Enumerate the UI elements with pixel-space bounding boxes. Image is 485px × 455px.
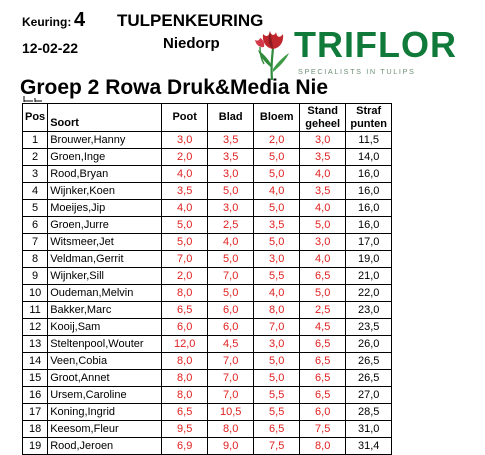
- cell-stand-geheel: 6,5: [300, 336, 346, 353]
- group-title: Groep 2 Rowa Druk&Media Nie: [20, 76, 329, 99]
- cell-stand-geheel: 6,5: [300, 268, 346, 285]
- table-row: [23, 353, 392, 370]
- cell-soort: Kooij,Sam: [48, 319, 162, 336]
- location: Niedorp: [163, 35, 220, 52]
- cell-blad: 8,0: [208, 421, 254, 438]
- cell-bloem: 7,5: [254, 438, 300, 455]
- cell-stand-geheel: 4,5: [300, 319, 346, 336]
- cell-stand-geheel: 6,5: [300, 370, 346, 387]
- table-row: [23, 200, 392, 217]
- cell-blad: 3,5: [208, 132, 254, 149]
- cell-straf-punten: 27,0: [346, 387, 392, 404]
- col-header-pos: Pos: [23, 104, 48, 132]
- cell-stand-geheel: 6,5: [300, 387, 346, 404]
- cell-soort: Steltenpool,Wouter: [48, 336, 162, 353]
- cell-soort: Groot,Annet: [48, 370, 162, 387]
- cell-stand-geheel: 8,0: [300, 438, 346, 455]
- cell-stand-geheel: 4,0: [300, 200, 346, 217]
- cell-stand-geheel: 3,0: [300, 132, 346, 149]
- cell-stand-geheel: 6,5: [300, 353, 346, 370]
- cell-straf-punten: 22,0: [346, 285, 392, 302]
- cell-straf-punten: 21,0: [346, 268, 392, 285]
- table-row: [23, 319, 392, 336]
- cell-stand-geheel: 3,5: [300, 183, 346, 200]
- cell-bloem: 8,0: [254, 302, 300, 319]
- cell-pos: 4: [23, 183, 48, 200]
- cell-soort: Wijnker,Sill: [48, 268, 162, 285]
- cell-soort: Veen,Cobia: [48, 353, 162, 370]
- cell-poot: 8,0: [162, 387, 208, 404]
- cell-soort: Wijnker,Koen: [48, 183, 162, 200]
- cell-stand-geheel: 4,0: [300, 166, 346, 183]
- cell-pos: 16: [23, 387, 48, 404]
- cell-poot: 2,0: [162, 149, 208, 166]
- cell-stand-geheel: 5,0: [300, 285, 346, 302]
- cell-soort: Moeijes,Jip: [48, 200, 162, 217]
- cell-bloem: 5,0: [254, 149, 300, 166]
- cell-straf-punten: 16,0: [346, 183, 392, 200]
- cell-poot: 6,5: [162, 404, 208, 421]
- cell-poot: 5,0: [162, 217, 208, 234]
- cell-stand-geheel: 3,0: [300, 234, 346, 251]
- cell-straf-punten: 11,5: [346, 132, 392, 149]
- cell-bloem: 3,5: [254, 217, 300, 234]
- cell-bloem: 7,0: [254, 319, 300, 336]
- cell-soort: Rood,Bryan: [48, 166, 162, 183]
- table-row: [23, 251, 392, 268]
- cell-poot: 12,0: [162, 336, 208, 353]
- col-header-soort: Soort: [48, 104, 162, 132]
- cell-bloem: 5,0: [254, 370, 300, 387]
- col-header-stand-geheel: Stand geheel: [300, 104, 346, 132]
- cell-blad: 7,0: [208, 353, 254, 370]
- cell-poot: 9,5: [162, 421, 208, 438]
- cell-straf-punten: 23,0: [346, 302, 392, 319]
- table-row: [23, 183, 392, 200]
- cell-pos: 17: [23, 404, 48, 421]
- cell-blad: 7,0: [208, 370, 254, 387]
- col-header-poot: Poot: [162, 104, 208, 132]
- cell-pos: 11: [23, 302, 48, 319]
- table-row: [23, 370, 392, 387]
- cell-bloem: 5,5: [254, 268, 300, 285]
- cell-stand-geheel: 6,0: [300, 404, 346, 421]
- cell-bloem: 6,5: [254, 421, 300, 438]
- cell-poot: 8,0: [162, 370, 208, 387]
- cell-blad: 10,5: [208, 404, 254, 421]
- results-table: [22, 103, 392, 455]
- cell-bloem: 5,0: [254, 200, 300, 217]
- table-row: [23, 234, 392, 251]
- cell-pos: 6: [23, 217, 48, 234]
- cell-soort: Brouwer,Hanny: [48, 132, 162, 149]
- cell-straf-punten: 16,0: [346, 166, 392, 183]
- cell-pos: 9: [23, 268, 48, 285]
- cell-blad: 4,0: [208, 234, 254, 251]
- keuring-number: 4: [74, 9, 86, 31]
- table-row: [23, 149, 392, 166]
- cell-blad: 3,5: [208, 149, 254, 166]
- cell-blad: 3,0: [208, 166, 254, 183]
- cell-pos: 14: [23, 353, 48, 370]
- cell-bloem: 4,0: [254, 183, 300, 200]
- cell-pos: 8: [23, 251, 48, 268]
- cell-stand-geheel: 4,0: [300, 251, 346, 268]
- cell-stand-geheel: 5,0: [300, 217, 346, 234]
- cell-straf-punten: 26,0: [346, 336, 392, 353]
- cell-poot: 2,0: [162, 268, 208, 285]
- cell-soort: Ursem,Caroline: [48, 387, 162, 404]
- cell-straf-punten: 19,0: [346, 251, 392, 268]
- cell-blad: 7,0: [208, 387, 254, 404]
- cell-poot: 3,0: [162, 132, 208, 149]
- cell-blad: 5,0: [208, 251, 254, 268]
- cell-bloem: 3,0: [254, 336, 300, 353]
- cell-poot: 4,0: [162, 166, 208, 183]
- table-row: [23, 217, 392, 234]
- cell-blad: 6,0: [208, 319, 254, 336]
- cell-blad: 7,0: [208, 268, 254, 285]
- cell-blad: 4,5: [208, 336, 254, 353]
- cell-soort: Rood,Jeroen: [48, 438, 162, 455]
- cell-bloem: 5,5: [254, 387, 300, 404]
- cell-pos: 1: [23, 132, 48, 149]
- cell-poot: 4,0: [162, 200, 208, 217]
- table-body: [23, 132, 392, 455]
- cell-pos: 15: [23, 370, 48, 387]
- cell-pos: 7: [23, 234, 48, 251]
- cell-pos: 19: [23, 438, 48, 455]
- cell-pos: 18: [23, 421, 48, 438]
- cell-pos: 5: [23, 200, 48, 217]
- cell-poot: 6,9: [162, 438, 208, 455]
- keuring-label: Keuring:: [22, 15, 72, 29]
- cell-pos: 3: [23, 166, 48, 183]
- cell-pos: 2: [23, 149, 48, 166]
- cell-poot: 8,0: [162, 353, 208, 370]
- cell-blad: 2,5: [208, 217, 254, 234]
- table-row: [23, 285, 392, 302]
- cell-straf-punten: 16,0: [346, 200, 392, 217]
- cell-blad: 5,0: [208, 285, 254, 302]
- cell-soort: Veldman,Gerrit: [48, 251, 162, 268]
- cell-pos: 13: [23, 336, 48, 353]
- cell-poot: 6,0: [162, 319, 208, 336]
- table-row: [23, 166, 392, 183]
- cell-stand-geheel: 3,5: [300, 149, 346, 166]
- cell-bloem: 5,0: [254, 353, 300, 370]
- cell-poot: 7,0: [162, 251, 208, 268]
- cell-poot: 3,5: [162, 183, 208, 200]
- cell-pos: 10: [23, 285, 48, 302]
- cell-straf-punten: 23,5: [346, 319, 392, 336]
- table-row: [23, 387, 392, 404]
- cell-straf-punten: 26,5: [346, 353, 392, 370]
- cell-bloem: 5,5: [254, 404, 300, 421]
- cell-soort: Oudeman,Melvin: [48, 285, 162, 302]
- cell-blad: 9,0: [208, 438, 254, 455]
- cell-soort: Keesom,Fleur: [48, 421, 162, 438]
- tulip-icon: [254, 26, 294, 80]
- table-row: [23, 438, 392, 455]
- cell-straf-punten: 31,4: [346, 438, 392, 455]
- logo-wordmark: TRIFLOR: [294, 24, 457, 65]
- table-row: [23, 421, 392, 438]
- cell-straf-punten: 31,0: [346, 421, 392, 438]
- table-header-row: [23, 104, 392, 132]
- cell-bloem: 5,0: [254, 234, 300, 251]
- cell-blad: 6,0: [208, 302, 254, 319]
- date: 12-02-22: [22, 40, 79, 56]
- table-row: [23, 132, 392, 149]
- cell-blad: 3,0: [208, 200, 254, 217]
- cell-poot: 8,0: [162, 285, 208, 302]
- event-title: TULPENKEURING: [117, 11, 264, 30]
- cell-straf-punten: 14,0: [346, 149, 392, 166]
- cell-poot: 6,5: [162, 302, 208, 319]
- cell-soort: Groen,Jurre: [48, 217, 162, 234]
- column-marker-ticks: [23, 96, 43, 102]
- cell-bloem: 2,0: [254, 132, 300, 149]
- cell-bloem: 5,0: [254, 166, 300, 183]
- cell-stand-geheel: 7,5: [300, 421, 346, 438]
- table-row: [23, 268, 392, 285]
- cell-soort: Koning,Ingrid: [48, 404, 162, 421]
- triflor-logo: [254, 24, 457, 80]
- cell-bloem: 3,0: [254, 251, 300, 268]
- col-header-blad: Blad: [208, 104, 254, 132]
- table-row: [23, 404, 392, 421]
- logo-tagline: SPECIALISTS IN TULIPS: [298, 67, 416, 76]
- cell-straf-punten: 17,0: [346, 234, 392, 251]
- table-row: [23, 302, 392, 319]
- cell-soort: Witsmeer,Jet: [48, 234, 162, 251]
- cell-poot: 5,0: [162, 234, 208, 251]
- cell-straf-punten: 26,5: [346, 370, 392, 387]
- cell-soort: Groen,Inge: [48, 149, 162, 166]
- cell-straf-punten: 16,0: [346, 217, 392, 234]
- cell-blad: 5,0: [208, 183, 254, 200]
- cell-stand-geheel: 2,5: [300, 302, 346, 319]
- cell-bloem: 4,0: [254, 285, 300, 302]
- cell-soort: Bakker,Marc: [48, 302, 162, 319]
- cell-pos: 12: [23, 319, 48, 336]
- table-row: [23, 336, 392, 353]
- col-header-bloem: Bloem: [254, 104, 300, 132]
- col-header-straf-punten: Straf punten: [346, 104, 392, 132]
- cell-straf-punten: 28,5: [346, 404, 392, 421]
